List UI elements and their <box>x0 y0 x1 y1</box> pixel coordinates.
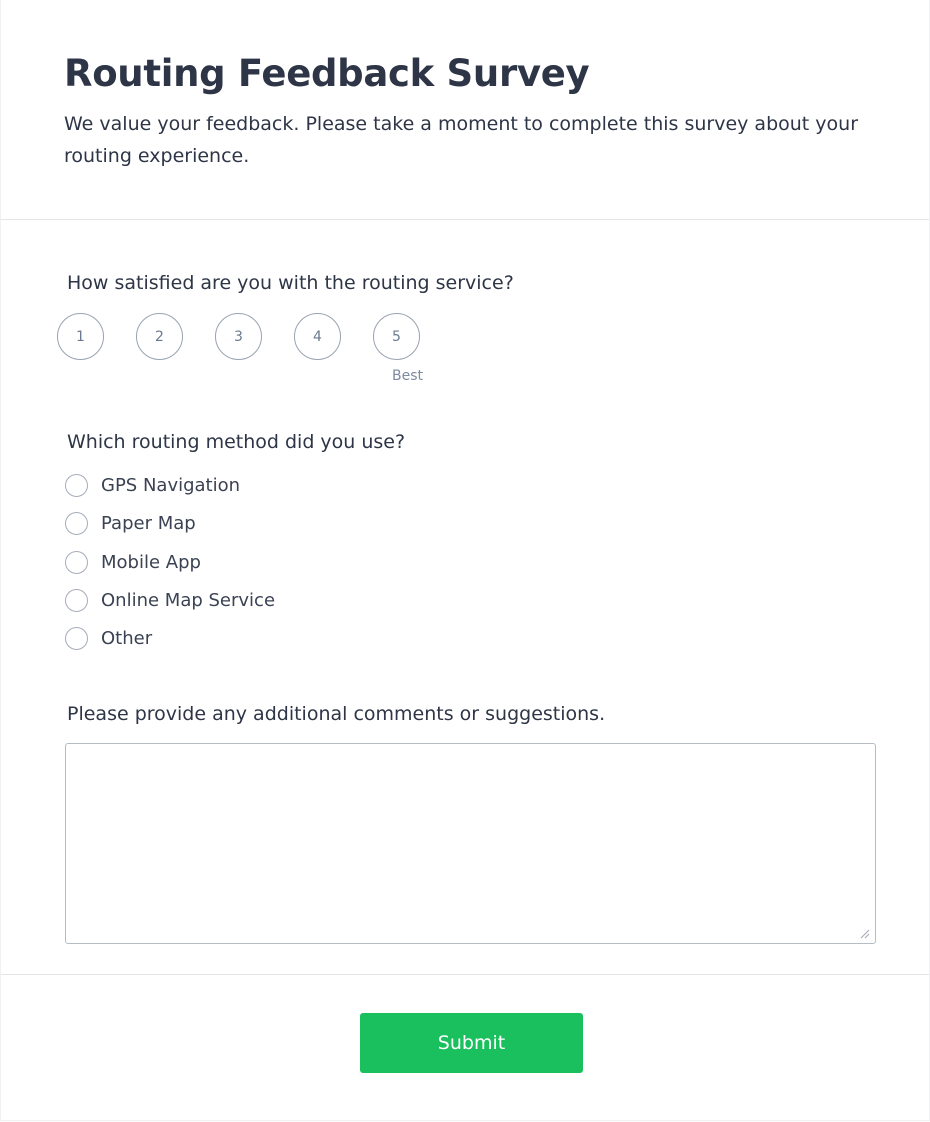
option-label: Online Map Service <box>101 589 276 611</box>
method-option-other[interactable] <box>65 625 152 651</box>
option-label: Mobile App <box>101 551 201 573</box>
radio-button[interactable] <box>65 627 88 650</box>
submit-button[interactable]: Submit <box>360 1013 583 1073</box>
rating-option-2[interactable]: 2 <box>136 313 183 360</box>
page-subtitle: We value your feedback. Please take a moment to complete this survey about your routing experience. <box>64 113 859 167</box>
option-label: GPS Navigation <box>101 474 241 496</box>
rating-option-4[interactable]: 4 <box>294 313 341 360</box>
option-label: Other <box>101 627 153 649</box>
comments-question: Please provide any additional comments or suggestions. <box>67 703 606 725</box>
radio-button[interactable] <box>65 551 88 574</box>
radio-button[interactable] <box>65 474 88 497</box>
method-option-paper-map[interactable] <box>65 510 196 536</box>
radio-button[interactable] <box>65 589 88 612</box>
method-option-online-map-service[interactable] <box>65 587 275 613</box>
method-option-mobile-app[interactable] <box>65 549 201 575</box>
page-title: Routing Feedback Survey <box>64 52 590 95</box>
option-label: Paper Map <box>101 512 196 534</box>
resize-grip-icon[interactable] <box>858 927 870 939</box>
rating-option-3[interactable]: 3 <box>215 313 262 360</box>
method-question: Which routing method did you use? <box>67 431 406 453</box>
comments-textarea[interactable] <box>65 743 876 944</box>
rating-max-label: Best <box>392 368 424 384</box>
survey-header <box>1 0 929 220</box>
rating-option-5[interactable]: 5 <box>373 313 420 360</box>
survey-footer <box>1 974 929 1121</box>
satisfaction-question: How satisfied are you with the routing service? <box>67 272 514 294</box>
radio-button[interactable] <box>65 512 88 535</box>
rating-option-1[interactable]: 1 <box>57 313 104 360</box>
method-option-gps-navigation[interactable] <box>65 472 240 498</box>
